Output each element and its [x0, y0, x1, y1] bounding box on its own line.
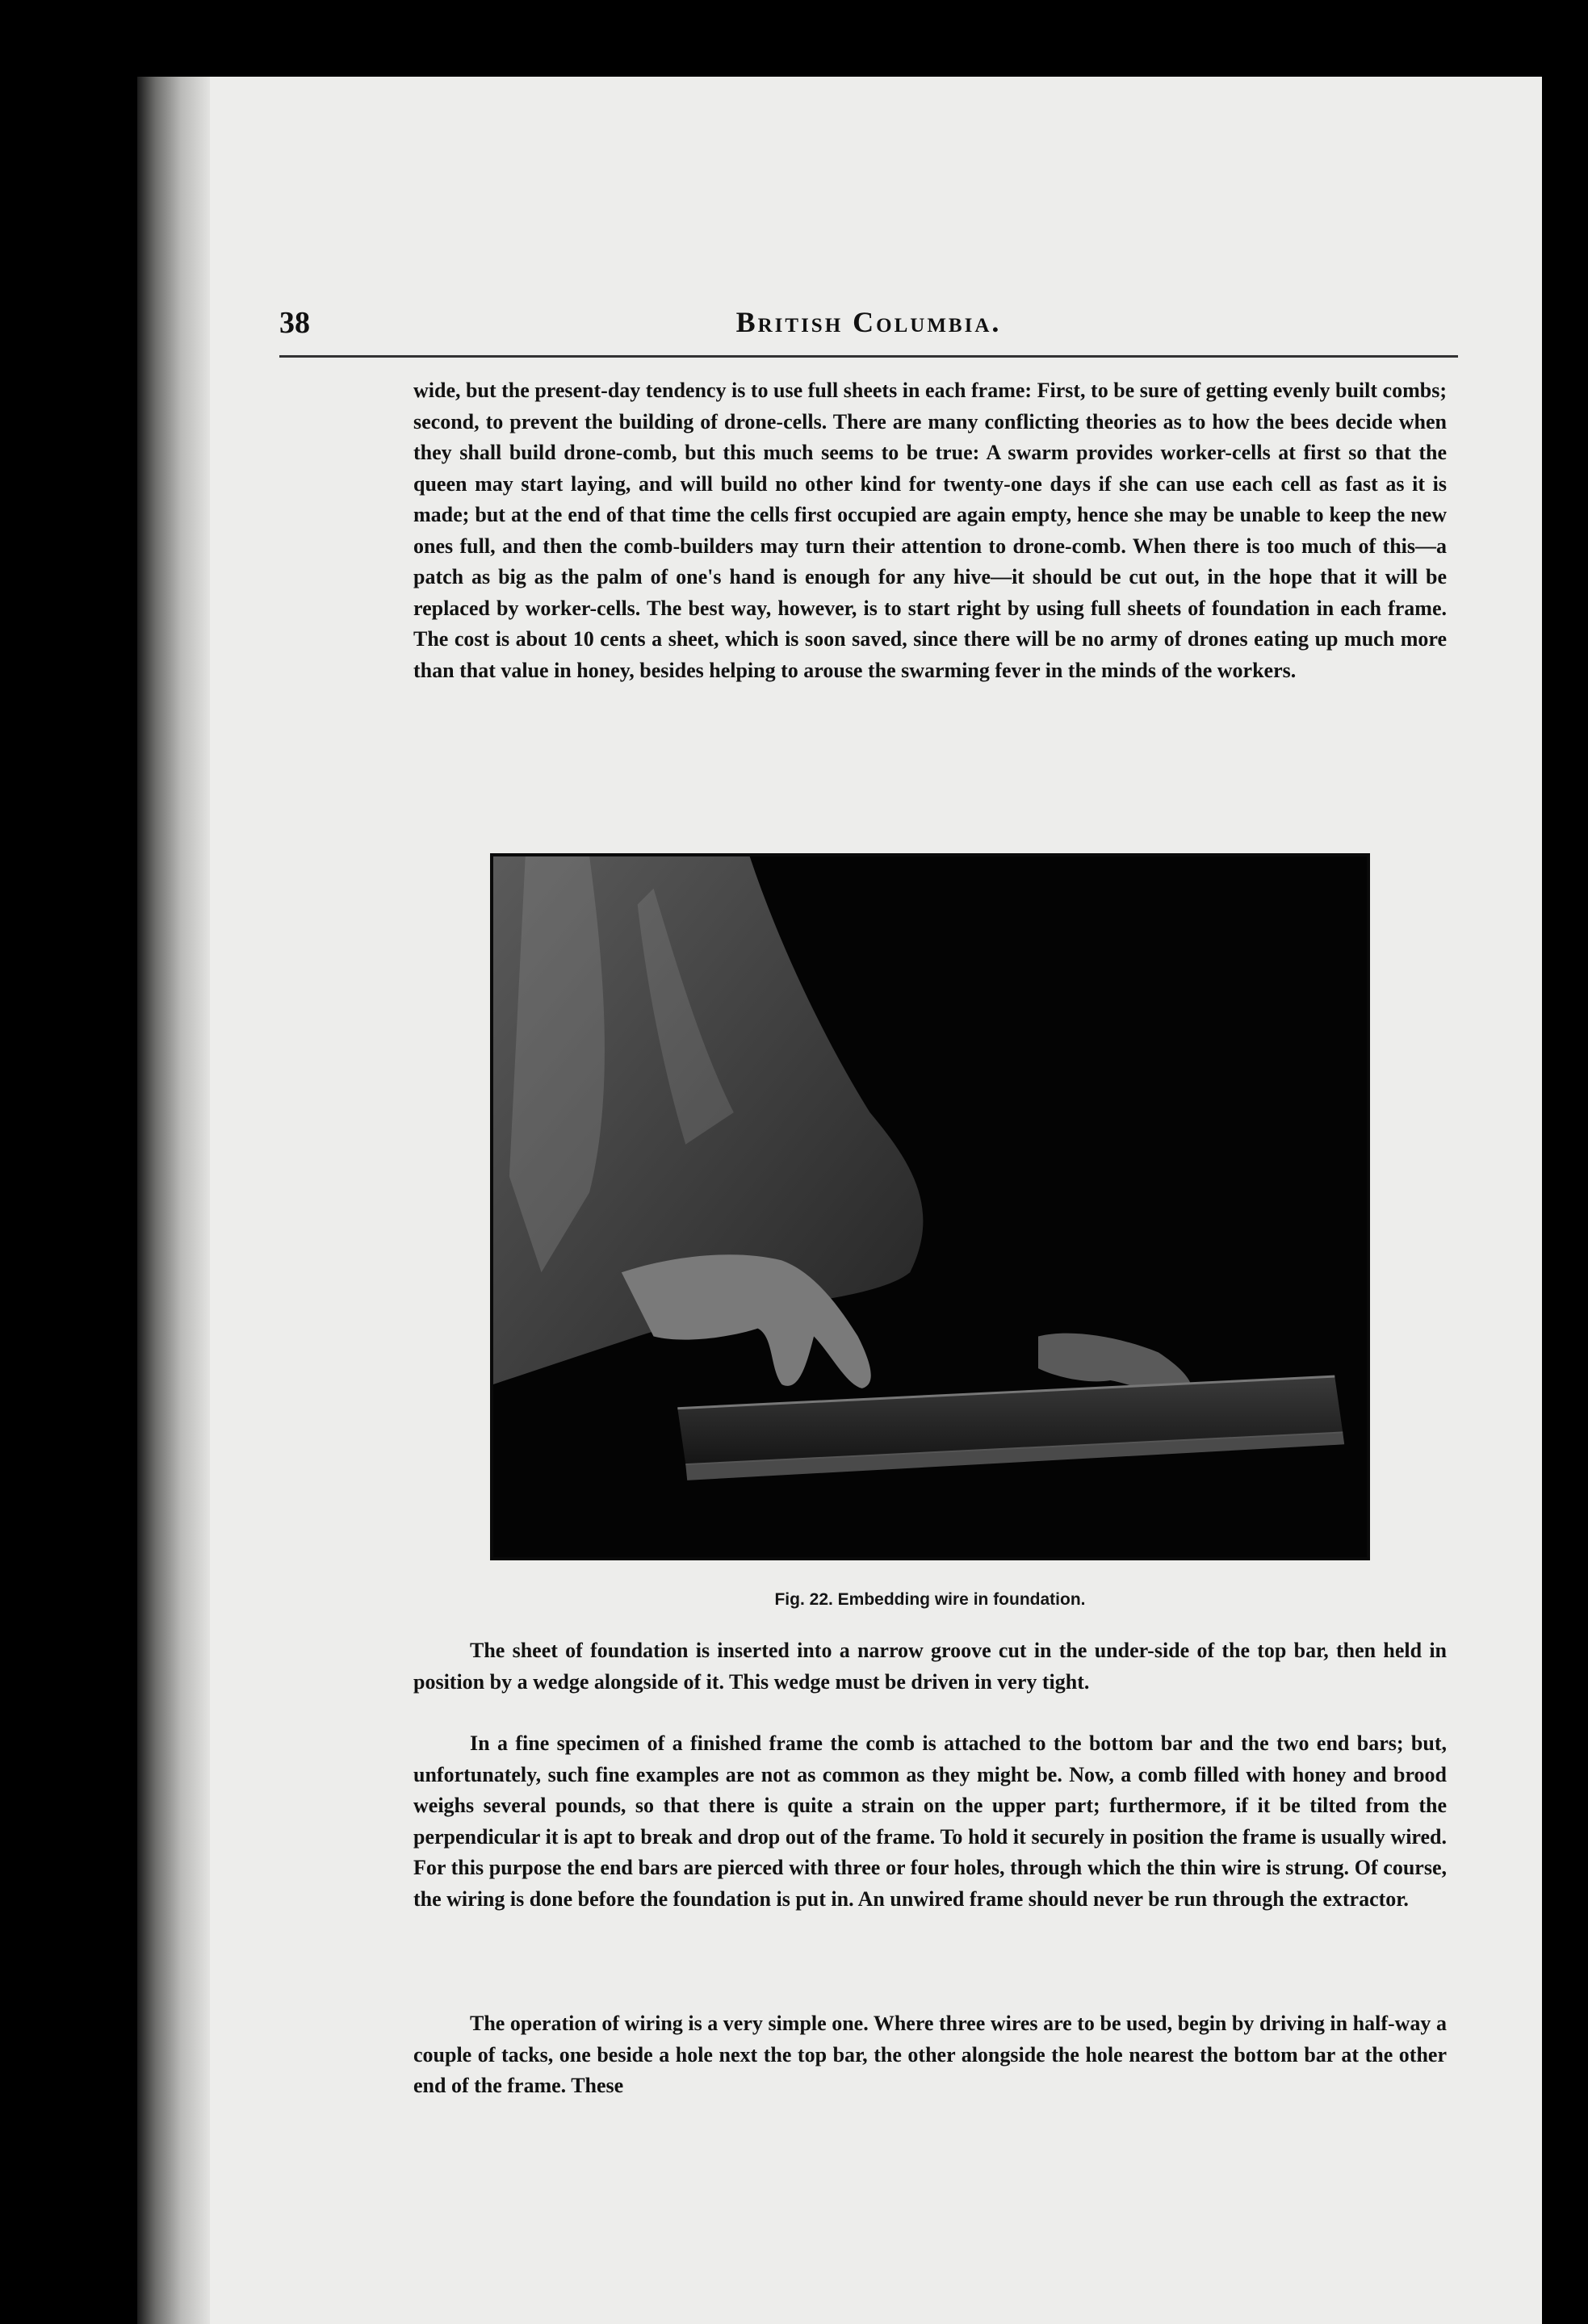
paragraph-1: wide, but the present-day tendency is to use full sheets in each frame: First, to be sure of getting evenly built combs; second, to prevent the building of drone-cells. There are many conflicting theories as to how the bees decide when they shall build drone-comb, but this much seems to be true: A swarm provides worker-cells at first so that the queen may start laying, and will build no other kind for twenty-one days if she can use each cell as fast as it is made; but at the end of that time the cells first occupied are again empty, hence she may be unable to keep the new ones full, and then the comb-builders may turn their attention to drone-comb. When there is too much of this—a patch as big as the palm of one's hand is enough for any hive—it should be cut out, in the hope that it will be replaced by worker-cells. The best way, however, is to start right by using full sheets of foundation in each frame. The cost is about 10 cents a sheet, which is soon saved, since there will be no army of drones eating up much more than that value in honey, besides helping to arouse the swarming fever in the minds of the workers. — [413, 379, 1447, 682]
page-spine-shadow — [137, 77, 210, 2324]
paragraph-2: The sheet of foundation is inserted into a narrow groove cut in the under-side of the top bar, then held in position by a wedge alongside of it. This wedge must be driven in very tight. — [413, 1639, 1447, 1694]
header-rule — [279, 355, 1458, 358]
running-title: British Columbia. — [735, 306, 1002, 338]
figure-photo-image — [493, 856, 1367, 1557]
figure-photo — [490, 853, 1370, 1560]
page-number: 38 — [279, 306, 310, 340]
figure-caption: Fig. 22. Embedding wire in foundation. — [774, 1590, 1086, 1609]
paragraph-3: In a fine specimen of a finished frame the comb is attached to the bottom bar and the two end bars; but, unfortunately, such fine examples are not as common as they might be. Now, a comb filled with honey and brood weighs several pounds, so that there is quite a strain on the upper part; furthermore, if it be tilted from the perpendicular it is apt to break and drop out of the frame. To hold it securely in position the frame is usually wired. For this purpose the end bars are pierced with three or four holes, through which the thin wire is strung. Of course, the wiring is done before the foundation is put in. An unwired frame should never be run through the extractor. — [413, 1731, 1447, 1911]
paragraph-4: The operation of wiring is a very simple one. Where three wires are to be used, begin by driving in half-way a couple of tacks, one beside a hole next the top bar, the other alongside the hole nearest the bottom bar at the other end of the frame. These — [413, 2012, 1447, 2097]
page-header — [279, 305, 1458, 345]
